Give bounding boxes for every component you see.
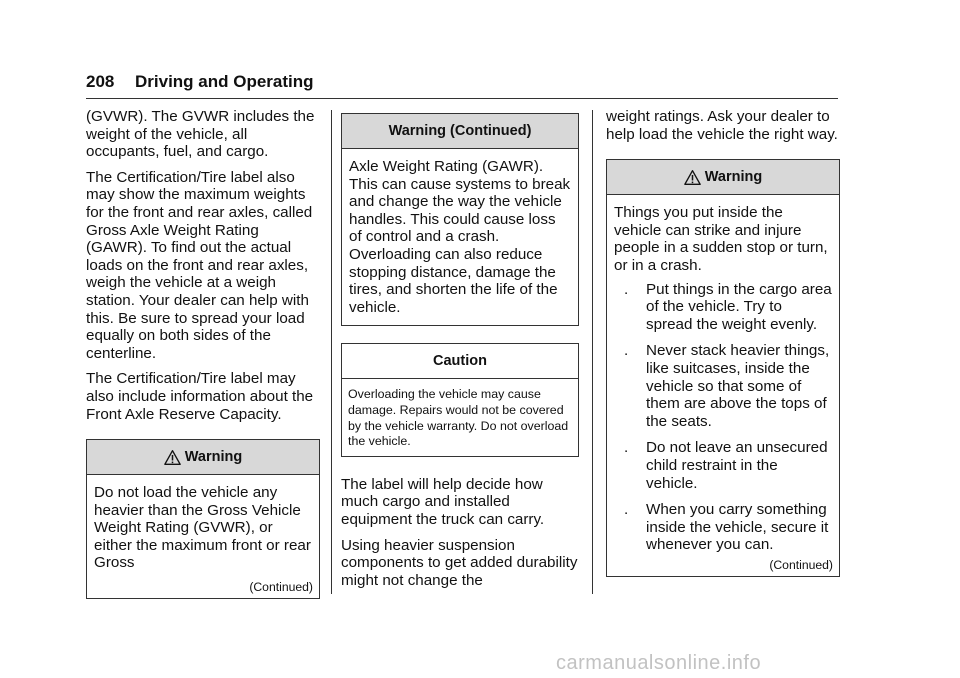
warning-triangle-icon xyxy=(164,449,181,466)
warning-continued-box xyxy=(341,113,579,326)
warning-intro: Things you put inside the vehicle can strike and injure people in a sudden stop or turn, or in a crash. xyxy=(614,204,828,274)
warning-body xyxy=(607,195,839,554)
bullet-icon: . xyxy=(624,342,629,360)
column-3 xyxy=(606,108,840,577)
warning-text: Do not load the vehicle any heavier than the Gross Vehicle Weight Rating (GVWR), or either the maximum front or rear Gross xyxy=(94,484,311,572)
paragraph: The label will help decide how much cargo and installed equipment the truck can carry. xyxy=(341,475,545,528)
warning-title: Warning xyxy=(184,449,243,466)
list-item xyxy=(614,501,832,554)
warning-bullet-list xyxy=(614,281,832,554)
watermark: carmanualsonline.info xyxy=(556,652,762,674)
list-item-text: Do not leave an unsecured child restraint in the vehicle. xyxy=(646,439,828,492)
caution-header xyxy=(342,344,578,379)
column-1 xyxy=(86,108,320,599)
caution-text: Overloading the vehicle may cause damage. Repairs would not be covered by the vehicle warranty. Do not overload the vehicle. xyxy=(348,387,569,449)
continued-label: (Continued) xyxy=(249,580,313,595)
caution-title: Caution xyxy=(433,353,487,370)
continued-label: (Continued) xyxy=(769,557,833,572)
paragraph: weight ratings. Ask your dealer to help load the vehicle the right way. xyxy=(606,108,838,143)
column-divider xyxy=(331,110,332,594)
list-item xyxy=(614,281,832,334)
section-title: Driving and Operating xyxy=(135,72,314,91)
warning-continued-header xyxy=(342,114,578,149)
paragraph: The Certification/Tire label also may show the maximum weights for the front and rear axles, called Gross Axle Weight Rating (GAWR). To find out the actual loads on the front and rear axles, weigh the vehicle at a weigh station. Your dealer can help with this. Be sure to spread your load equally on both sides of the centerline. xyxy=(86,168,313,362)
warning-box xyxy=(606,159,840,577)
warning-triangle-icon xyxy=(684,169,701,186)
warning-continued-text: Axle Weight Rating (GAWR). This can cause systems to break and change the way the vehicle handles. This could cause loss of control and a crash. Overloading can also reduce stopping distance, damage the tires, and shorten the life of the vehicle. xyxy=(349,158,571,316)
paragraph: (GVWR). The GVWR includes the weight of the vehicle, all occupants, fuel, and cargo. xyxy=(86,108,315,161)
list-item-text: Never stack heavier things, like suitcases, inside the vehicle so that some of them are above the tops of the seats. xyxy=(646,342,830,430)
warning-title: Warning xyxy=(704,169,763,186)
column-2 xyxy=(341,113,579,597)
bullet-icon: . xyxy=(624,501,629,519)
warning-continued-title: Warning (Continued) xyxy=(388,123,532,139)
list-item xyxy=(614,439,832,492)
list-item-text: Put things in the cargo area of the vehicle. Try to spread the weight evenly. xyxy=(646,280,832,333)
page-header xyxy=(86,68,838,99)
paragraph: Using heavier suspension components to get added durability might not change the xyxy=(341,536,578,589)
warning-box-header xyxy=(87,440,319,475)
list-item xyxy=(614,342,832,430)
bullet-icon: . xyxy=(624,439,629,457)
column-divider xyxy=(592,110,593,594)
bullet-icon: . xyxy=(624,280,629,298)
caution-box xyxy=(341,343,579,456)
list-item-text: When you carry something inside the vehicle, secure it whenever you can. xyxy=(646,501,829,554)
warning-box xyxy=(86,439,320,599)
paragraph: The Certification/Tire label may also include information about the Front Axle Reserve Capacity. xyxy=(86,370,314,423)
page-number: 208 xyxy=(86,72,115,91)
warning-box-header xyxy=(607,160,839,195)
